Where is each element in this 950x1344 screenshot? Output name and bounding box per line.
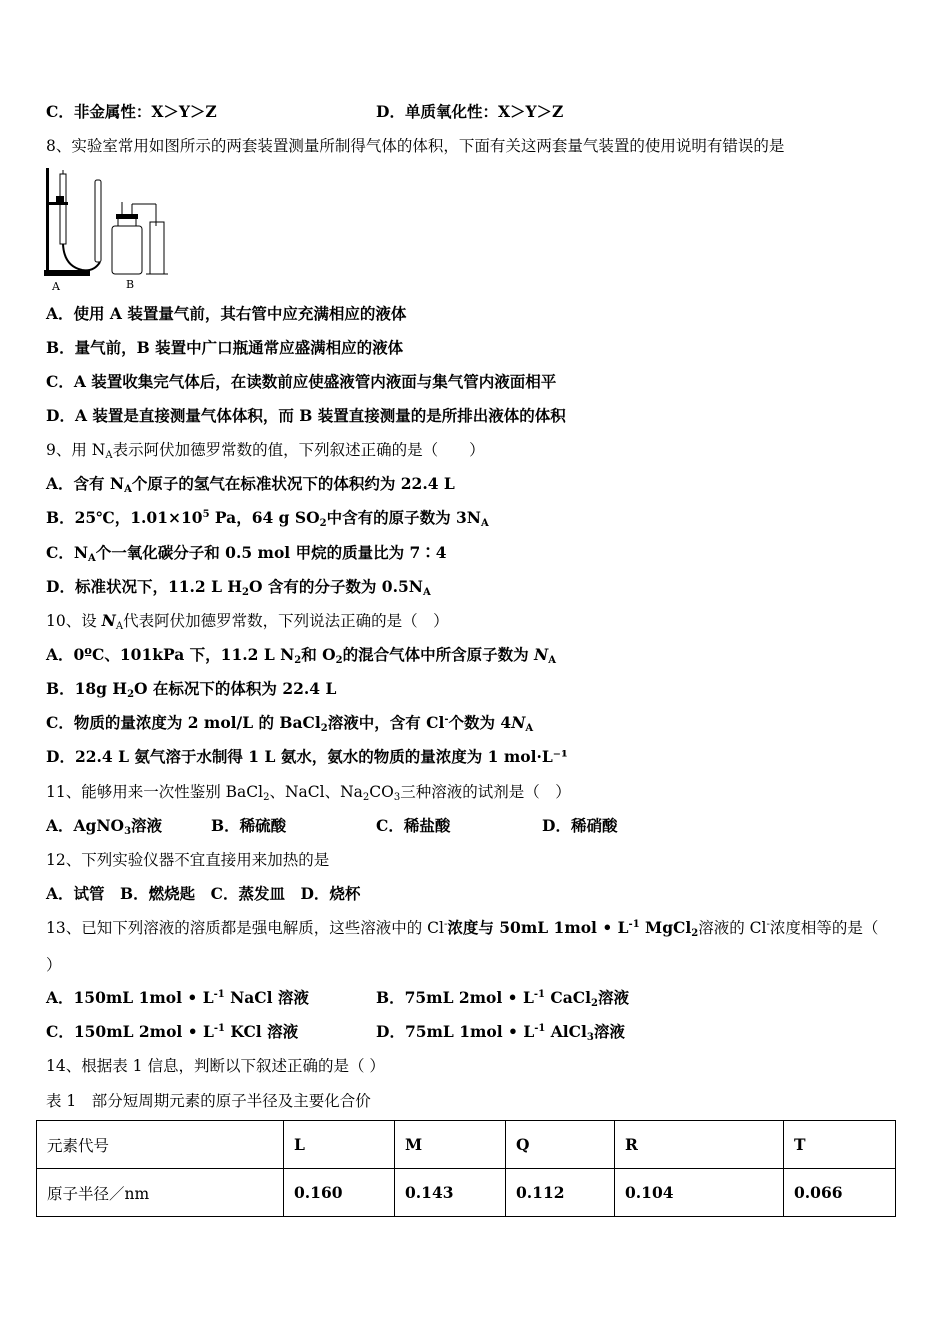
table-header-cell: T bbox=[784, 1121, 896, 1169]
q8-option-b: B．量气前，B 装置中广口瓶通常应盛满相应的液体 bbox=[46, 338, 404, 357]
q11-option-b: B．稀硫酸 bbox=[211, 816, 287, 835]
q9-stem: 9、用 $N_A$表示阿伏加德罗常数的值，下列叙述正确的是（ ） bbox=[46, 441, 485, 461]
q9-option-a: A．含有 $N_A$个原子的氢气在标准状况下的体积约为 22.4 L bbox=[46, 474, 455, 495]
q13-option-d: D．75mL 1mol • $L^{-1}$ AlCl$_3$溶液 bbox=[376, 1022, 625, 1043]
table-cell: 0.104 bbox=[615, 1169, 784, 1217]
q7-option-c: C．非金属性：X＞Y＞Z bbox=[46, 102, 217, 121]
q9-option-d: D．标准状况下，11.2 L $H_2O$ 含有的分子数为 $0.5N_A$ bbox=[46, 577, 431, 598]
gas-measuring-apparatus-figure bbox=[42, 166, 182, 294]
q12-options: A．试管 B．燃烧匙 C．蒸发皿 D．烧杯 bbox=[46, 884, 361, 903]
table-cell: 0.066 bbox=[784, 1169, 896, 1217]
label-b: B bbox=[126, 278, 135, 291]
element-table bbox=[36, 1120, 896, 1217]
q8-option-a: A．使用 A 装置量气前，其右管中应充满相应的液体 bbox=[46, 304, 407, 323]
table-cell: 原子半径／nm bbox=[37, 1169, 284, 1217]
q8-option-c: C．A 装置收集完气体后，在读数前应使盛液管内液面与集气管内液面相平 bbox=[46, 372, 557, 391]
q10-option-b: B．18g $H_2O$ 在标况下的体积为 22.4 L bbox=[46, 679, 337, 700]
q10-option-d: D．22.4 L 氨气溶于水制得 1 L 氨水，氨水的物质的量浓度为 1 mol·L⁻¹ bbox=[46, 747, 568, 766]
q11-option-d: D．稀硝酸 bbox=[542, 816, 618, 835]
q9-option-c: C．$N_A$个一氧化碳分子和 0.5 mol 甲烷的质量比为 7∶4 bbox=[46, 543, 447, 564]
q13-option-a: A．150mL 1mol • $L^{-1}$ NaCl 溶液 bbox=[46, 988, 309, 1007]
q10-option-c: C．物质的量浓度为 2 mol/L 的 BaCl$_2$溶液中，含有 Cl-个数为 $4N_A$ bbox=[46, 713, 534, 734]
q13-option-c: C．150mL 2mol • $L^{-1}$ KCl 溶液 bbox=[46, 1022, 299, 1041]
table-header-cell: Q bbox=[506, 1121, 615, 1169]
table-cell: 0.112 bbox=[506, 1169, 615, 1217]
q13-stem: 13、已知下列溶液的溶质都是强电解质，这些溶液中的 Cl-浓度与 50mL 1mol • $L^{-1}$ MgCl$_2$溶液的 Cl-浓度相等的是（ bbox=[46, 918, 879, 939]
q13-option-b: B．75mL 2mol • $L^{-1}$ CaCl$_2$溶液 bbox=[376, 988, 629, 1009]
table-row bbox=[37, 1169, 896, 1217]
q11-option-a: A．AgNO$_3$溶液 bbox=[46, 816, 163, 837]
table-cell: 0.143 bbox=[395, 1169, 506, 1217]
q11-stem: 11、能够用来一次性鉴别 BaCl$_2$、NaCl、$Na_2CO_3$三种溶液的试剂是（ ） bbox=[46, 783, 571, 803]
table-header-cell: L bbox=[284, 1121, 395, 1169]
q14-stem: 14、根据表 1 信息，判断以下叙述正确的是（ ） bbox=[46, 1057, 385, 1075]
q9-option-b: B．25℃，$1.01\times 10^5$ Pa，64 g $SO_2$中含有的原子数为 $3N_A$ bbox=[46, 508, 489, 529]
q13-stem-cont: ） bbox=[46, 956, 62, 974]
q10-stem: 10、设 $N_A$代表阿伏加德罗常数，下列说法正确的是（ ） bbox=[46, 611, 449, 632]
q11-option-c: C．稀盐酸 bbox=[376, 816, 451, 835]
table-header-cell: M bbox=[395, 1121, 506, 1169]
table-header-cell: R bbox=[615, 1121, 784, 1169]
q8-stem: 8、实验室常用如图所示的两套装置测量所制得气体的体积，下面有关这两套量气装置的使用说明有错误的是 bbox=[46, 137, 785, 155]
table-header-cell: 元素代号 bbox=[37, 1121, 284, 1169]
label-a: A bbox=[52, 280, 60, 293]
table-cell: 0.160 bbox=[284, 1169, 395, 1217]
q7-option-d: D．单质氧化性：X＞Y＞Z bbox=[376, 102, 564, 121]
q12-stem: 12、下列实验仪器不宜直接用来加热的是 bbox=[46, 851, 330, 869]
q8-option-d: D．A 装置是直接测量气体体积，而 B 装置直接测量的是所排出液体的体积 bbox=[46, 406, 566, 425]
table-header-row bbox=[37, 1121, 896, 1169]
q10-option-a: A．0ºC、101kPa 下，11.2 L $N_2$和 $O_2$的混合气体中所含原子数为 $N_A$ bbox=[46, 645, 556, 666]
table-caption: 表 1 部分短周期元素的原子半径及主要化合价 bbox=[46, 1092, 371, 1110]
